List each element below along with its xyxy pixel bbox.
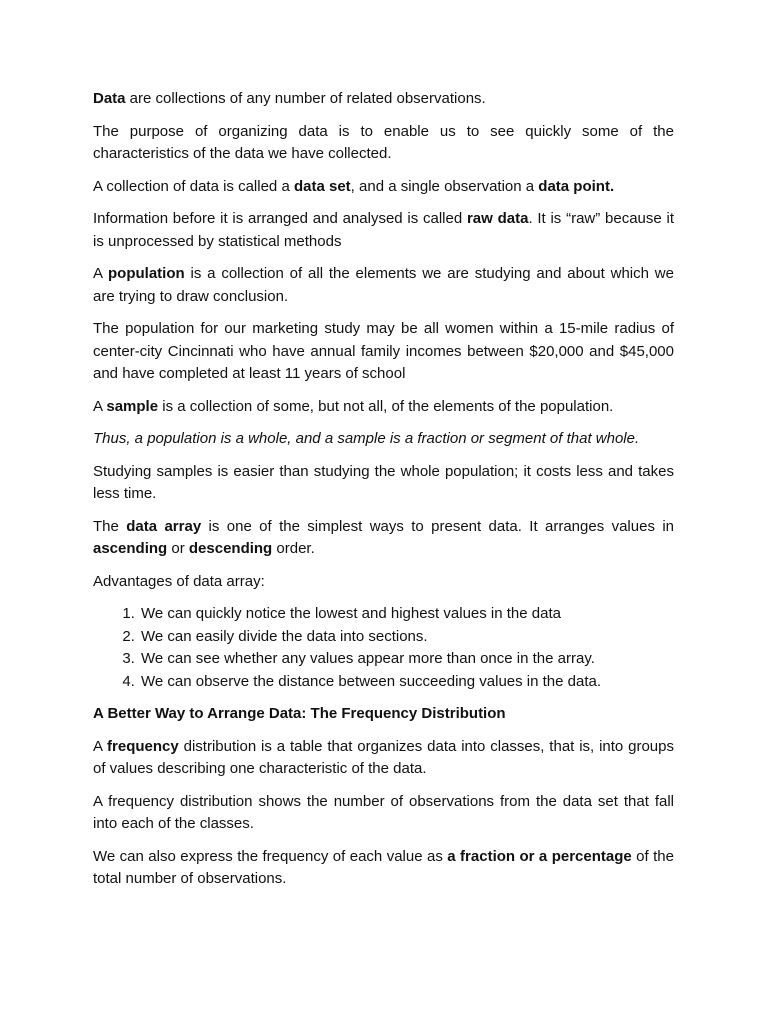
paragraph-frequency <box>93 736 674 781</box>
text: are collections of any number of related observations. <box>125 90 486 107</box>
list-item: 1. We can quickly notice the lowest and highest values in the data <box>139 603 674 626</box>
text: is one of the simplest ways to present data. It arranges values in <box>201 517 675 535</box>
text: of the total number of observations. <box>93 847 674 887</box>
paragraph-data-set <box>93 176 674 199</box>
paragraph-population-vs-sample: Thus, a population is a whole, and a sample is a fraction or segment of that whole. <box>93 430 640 447</box>
term-data-point: data point. <box>538 177 615 195</box>
term-ascending: ascending <box>93 540 168 557</box>
text: Information before it is arranged and analysed is called <box>93 210 467 227</box>
text: A <box>93 397 107 415</box>
advantages-list <box>93 603 674 693</box>
paragraph-frequency-shows: A frequency distribution shows the number of observations from the data set that fall into each of the classes. <box>93 792 674 832</box>
paragraph-sample <box>93 396 674 419</box>
document-page <box>93 88 674 901</box>
term-data-array: data array <box>126 517 202 535</box>
text: order. <box>272 540 315 557</box>
text: A <box>93 737 108 755</box>
text: , and a single observation a <box>350 177 539 195</box>
paragraph-advantages-intro: Advantages of data array: <box>93 572 265 590</box>
term-fraction-percentage: a fraction or a percentage <box>447 847 632 865</box>
list-item: 2. We can easily divide the data into sections. <box>139 626 674 649</box>
text: . It is “raw” because it is unprocessed by statistical methods <box>93 210 674 250</box>
paragraph-population-example: The population for our marketing study may be all women within a 15-mile radius of center-city Cincinnati who have annual family incomes between $20,000 and $45,000 and have completed at least 11 years of school <box>93 320 674 382</box>
term-raw-data: raw data <box>466 210 529 227</box>
list-item: 4. We can observe the distance between succeeding values in the data. <box>139 671 674 694</box>
text: distribution is a table that organizes data into classes, that is, into groups of values describing one characteristic of the data. <box>93 737 674 777</box>
term-sample: sample <box>106 397 159 415</box>
section-heading-frequency-distribution: A Better Way to Arrange Data: The Frequency Distribution <box>93 705 506 722</box>
text: is a collection of some, but not all, of the elements of the population. <box>158 397 614 415</box>
text: or <box>167 540 189 557</box>
paragraph-purpose: The purpose of organizing data is to enable us to see quickly some of the characteristics of the data we have collected. <box>93 122 674 162</box>
paragraph-data-array <box>93 516 674 561</box>
term-descending: descending <box>188 540 273 557</box>
text: We can also express the frequency of each value as <box>93 847 448 865</box>
text: A collection of data is called a <box>93 177 294 195</box>
paragraph-data-definition <box>93 88 674 111</box>
text: is a collection of all the elements we are studying and about which we are trying to draw conclusion. <box>93 265 674 305</box>
text: The <box>93 517 127 535</box>
term-data: Data <box>93 90 126 107</box>
paragraph-express-frequency <box>93 846 674 891</box>
term-frequency: frequency <box>107 737 179 755</box>
paragraph-raw-data <box>93 208 674 253</box>
text: A <box>93 265 109 282</box>
term-data-set: data set <box>293 177 351 195</box>
paragraph-population <box>93 263 674 308</box>
list-item: 3. We can see whether any values appear more than once in the array. <box>139 648 674 671</box>
term-population: population <box>108 265 185 282</box>
paragraph-studying-samples: Studying samples is easier than studying the whole population; it costs less and takes less time. <box>93 462 674 502</box>
